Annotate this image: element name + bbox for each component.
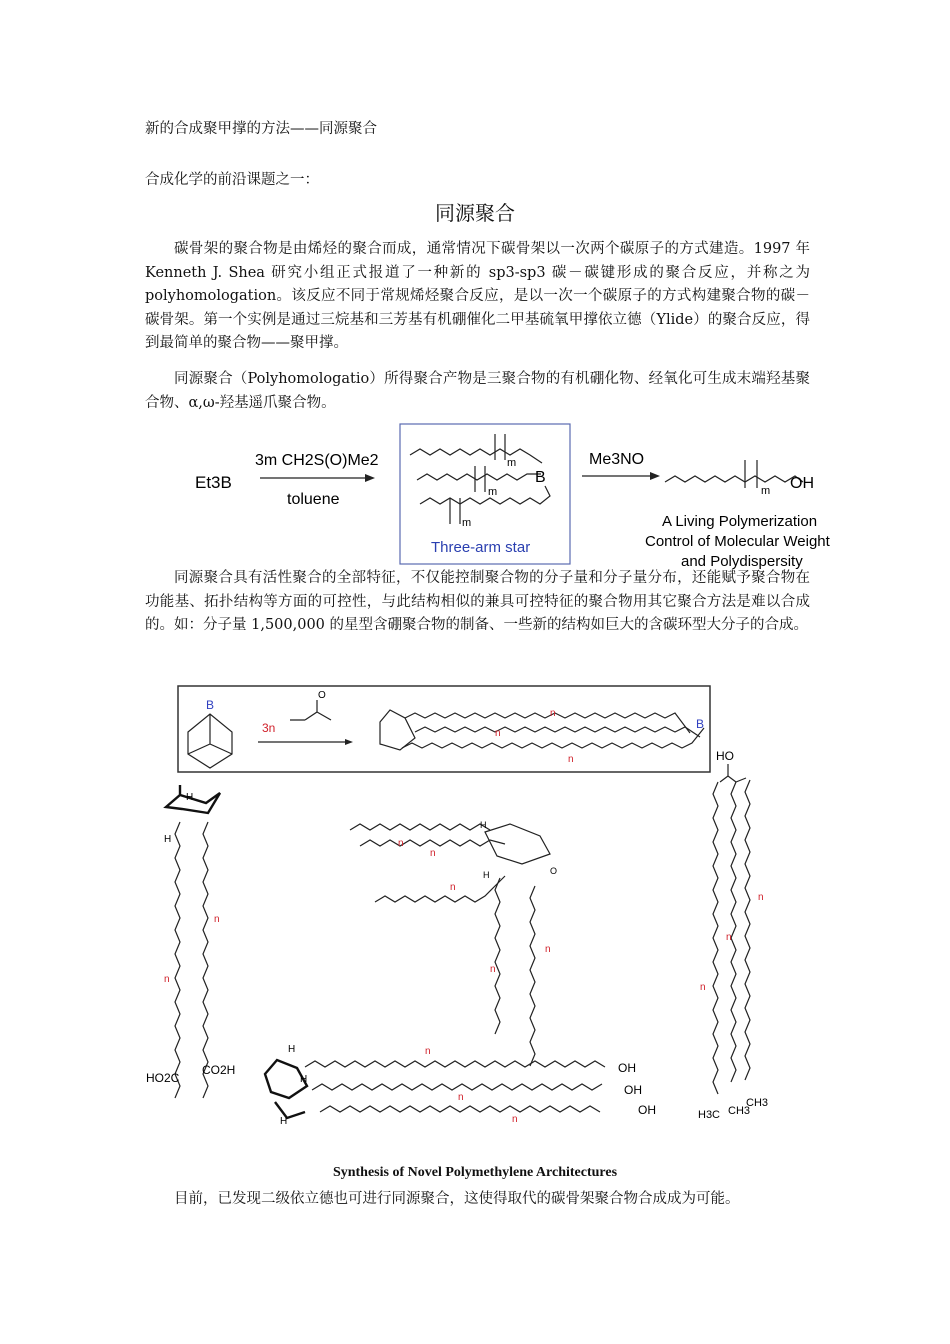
page-title: 同源聚合	[435, 201, 515, 225]
bottom-oh-3: OH	[638, 1103, 656, 1117]
star-arm-2	[417, 474, 541, 480]
ylide-structure	[290, 700, 331, 720]
product-oh: OH	[790, 475, 814, 492]
bottom-arm-2	[312, 1084, 602, 1090]
right-methyl-2: CH3	[728, 1105, 751, 1117]
bottom-n-3: n	[512, 1114, 518, 1125]
subtitle-line: 合成化学的前沿课题之一：	[145, 172, 319, 188]
acid-left-label: HO2C	[146, 1071, 180, 1085]
reactant-label	[195, 473, 232, 492]
right-n-2: n	[726, 932, 732, 943]
center-n-1: n	[398, 838, 404, 849]
sugar-h-1: H	[480, 820, 487, 830]
paragraph-products: 同源聚合（Polyhomologatio）所得聚合产物是三聚合物的有机硼化物、经氧化可生成末端羟基聚合物、α,ω-羟基遥爪聚合物。	[145, 371, 810, 411]
sugar-ring	[485, 824, 550, 864]
paragraph-secondary-ylide: 目前，已发现二级依立德也可进行同源聚合，这使得取代的碳骨架聚合物合成成为可能。	[174, 1191, 740, 1207]
left-chain-1	[175, 822, 180, 1098]
product-repeat-m: m	[761, 485, 771, 497]
bottom-n-2: n	[458, 1092, 464, 1103]
product-chain	[665, 476, 803, 482]
repeat-m-1: m	[507, 457, 517, 469]
repeat-bracket-3	[450, 498, 460, 524]
right-methyl-3: CH3	[746, 1097, 769, 1109]
arrow-head-2	[650, 472, 660, 480]
left-n-1: n	[214, 914, 220, 925]
center-arm-5	[530, 886, 535, 1066]
repeat-m-3: m	[462, 517, 472, 529]
right-chain-3	[745, 780, 750, 1080]
right-chain-1	[713, 782, 718, 1094]
three-arm-star-label: Three-arm star	[431, 539, 531, 556]
figure-caption: Synthesis of Novel Polymethylene Architectures	[332, 1165, 618, 1180]
sugar-o: O	[550, 866, 558, 876]
macrocycle-arm-1	[405, 713, 690, 733]
repeat-m-2: m	[488, 486, 498, 498]
scheme-1-reaction	[185, 420, 865, 570]
left-n-2: n	[164, 974, 170, 985]
bottom-arm-1	[305, 1061, 605, 1067]
reagent-3n: 3n	[262, 721, 276, 735]
repeat-bracket-2	[475, 466, 485, 492]
acid-right-label: CO2H	[202, 1063, 236, 1077]
scheme-2-architectures	[140, 682, 820, 1132]
reactant-text: Et3B	[195, 473, 232, 492]
bottom-oh-2: OH	[624, 1083, 642, 1097]
bottom-h-3: H	[280, 1116, 288, 1127]
bottom-arm-3	[320, 1106, 600, 1112]
right-chain-2	[731, 782, 736, 1082]
sugar-h-2: H	[483, 870, 490, 880]
arrow-3n-head	[345, 739, 353, 745]
center-n-4: n	[490, 964, 496, 975]
reagent-bottom-label: toluene	[287, 491, 340, 508]
center-arm-4	[495, 878, 500, 1034]
caption-line-3: and Polydispersity	[681, 553, 803, 570]
bottom-h-1: H	[288, 1044, 296, 1055]
bottom-n-1: n	[425, 1046, 431, 1057]
right-methyl-1: H3C	[698, 1109, 721, 1121]
macro-n-2: n	[495, 728, 501, 739]
center-n-3: n	[450, 882, 456, 893]
bottom-oh-1: OH	[618, 1061, 636, 1075]
caption-line-2: Control of Molecular Weight	[645, 533, 830, 550]
borane-b: B	[206, 698, 215, 712]
right-ho-label: HO	[716, 749, 734, 763]
repeat-bracket-1	[495, 434, 505, 460]
boron-label-1: B	[535, 469, 546, 486]
center-n-2: n	[430, 848, 436, 859]
right-core	[720, 764, 746, 782]
right-n-1: n	[758, 892, 764, 903]
ylide-o: O	[318, 690, 326, 701]
right-n-3: n	[700, 982, 706, 993]
paragraph-intro: 碳骨架的聚合物是由烯烃的聚合而成，通常情况下碳骨架以一次两个碳原子的方式建造。1997 年 Kenneth J. Shea 研究小组正式报道了一种新的 sp3-sp3 碳－碳键形成的聚合反应，并称之为 polyhomologation。该反应不同于常规烯烃聚合反应，是以一次一个碳原子的方式构建聚合物的碳－碳骨架。第一个实例是通过三烷基和三芳基有机硼催化二甲基硫氧甲撑依立德（Ylide）的聚合反应，得到最简单的聚合物——聚甲撑。	[145, 241, 810, 351]
arrow-head-1	[365, 474, 375, 482]
header-line: 新的合成聚甲撑的方法——同源聚合	[145, 121, 377, 137]
borane-cage	[188, 714, 232, 768]
macrocycle-b: B	[696, 717, 705, 731]
macrocycle-arm-2	[415, 727, 700, 737]
center-arm-1	[350, 824, 490, 830]
reagent-top-label: 3m CH2S(O)Me2	[255, 452, 379, 469]
macro-n-1: n	[550, 708, 556, 719]
left-h-top: H	[186, 792, 194, 803]
left-h-bottom: H	[164, 834, 172, 845]
caption-line-1: A Living Polymerization	[662, 513, 818, 530]
star-arm-1	[410, 449, 542, 463]
paragraph-features: 同源聚合具有活性聚合的全部特征，不仅能控制聚合物的分子量和分子量分布，还能赋予聚合物在功能基、拓扑结构等方面的可控性，与此结构相似的兼具可控特征的聚合物用其它聚合方法是难以合成的。如：分子量 1,500,000 的星型含硼聚合物的制备、一些新的结构如巨大的含碳环型大分子的合成。	[145, 570, 810, 633]
macro-n-3: n	[568, 754, 574, 765]
left-chain-2	[203, 822, 208, 1098]
bottom-cage	[265, 1060, 307, 1118]
center-n-5: n	[545, 944, 551, 955]
oxidant-label: Me3NO	[589, 451, 645, 468]
product-repeat-bracket	[745, 460, 757, 488]
bottom-h-2: H	[300, 1074, 308, 1085]
center-arm-2	[360, 840, 505, 846]
